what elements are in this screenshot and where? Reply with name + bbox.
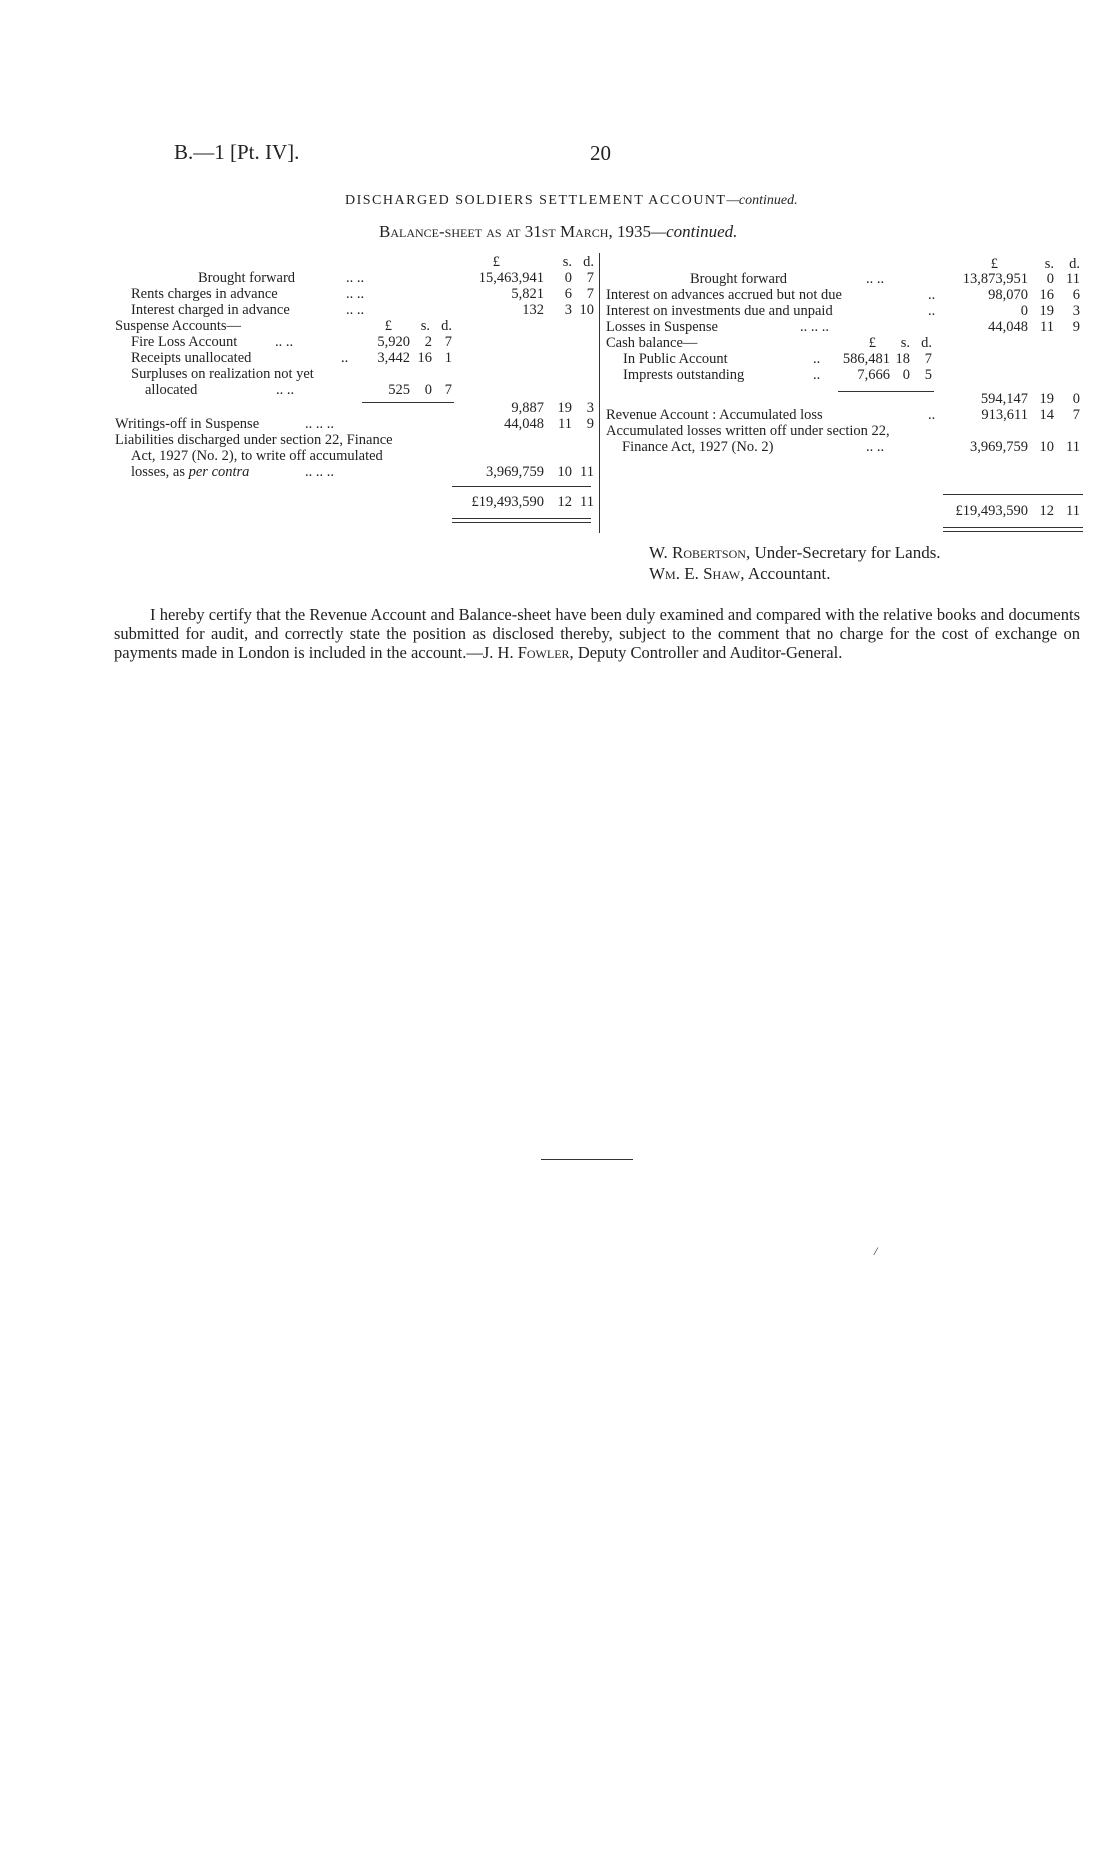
interest-investments-dots: .. — [928, 303, 936, 319]
cash-total-pounds: 594,147 — [980, 391, 1028, 407]
revenue-account-label: Revenue Account : Accumulated loss — [606, 407, 823, 423]
right-head-shillings: s. — [1044, 256, 1054, 272]
rents-pounds: 5,821 — [511, 286, 544, 302]
interest-investments-shillings: 19 — [1039, 303, 1054, 319]
right-brought-forward-shillings: 0 — [1046, 271, 1054, 287]
revenue-account-pence: 7 — [1072, 407, 1080, 423]
liabilities-discharged-line3-text: losses, as — [131, 464, 189, 480]
writings-off-pounds: 44,048 — [504, 416, 544, 432]
accumulated-losses-line2: Finance Act, 1927 (No. 2) — [622, 439, 774, 455]
public-account-pence: 7 — [924, 351, 932, 367]
right-total-pence: 11 — [1066, 503, 1080, 519]
auditor-role: Deputy Controller and Auditor-General. — [573, 643, 843, 662]
public-account-shillings: 18 — [895, 351, 910, 367]
receipts-unallocated-dots: .. — [341, 350, 349, 366]
auditor-name: Fowler, — [517, 643, 574, 662]
interest-advances-shillings: 16 — [1039, 287, 1054, 303]
losses-suspense-label: Losses in Suspense — [606, 319, 718, 335]
left-brought-forward-shillings: 0 — [564, 270, 572, 286]
interest-charged-shillings: 3 — [564, 302, 572, 318]
right-total-rule-top — [943, 494, 1083, 495]
interest-advances-label: Interest on advances accrued but not due — [606, 287, 842, 303]
writings-off-label: Writings-off in Suspense — [115, 416, 260, 432]
left-head-shillings: s. — [562, 254, 572, 270]
liabilities-discharged-line3 — [131, 464, 249, 480]
losses-suspense-pence: 9 — [1072, 319, 1080, 335]
left-total-pounds: £19,493,590 — [471, 494, 544, 510]
stray-mark: / — [874, 1244, 878, 1258]
suspense-total-pounds: 9,887 — [511, 400, 544, 416]
losses-suspense-dots: .. .. .. — [800, 319, 829, 335]
audit-certificate-text: I hereby certify that the Revenue Account and Balance-sheet have been duly examined and compared with the relative books and documents submitted for audit, and correctly state the position as disclosed thereby, subject to the comment that no charge for the cost of exchange on payments made in London is included in the account.—J. H. — [114, 605, 1080, 662]
balance-sheet-title-main: Balance-sheet as at 31st March, 1935 — [379, 222, 651, 241]
surpluses-pounds: 525 — [388, 382, 410, 398]
public-account-pounds: 586,481 — [842, 351, 890, 367]
left-total-pence: 11 — [580, 494, 594, 510]
fire-loss-dots: .. .. — [275, 334, 294, 350]
fire-loss-shillings: 2 — [424, 334, 432, 350]
losses-suspense-pounds: 44,048 — [988, 319, 1028, 335]
interest-investments-pounds: 0 — [1020, 303, 1028, 319]
right-head-pounds: £ — [990, 256, 998, 272]
imprests-label: Imprests outstanding — [623, 367, 745, 383]
interest-advances-dots: .. — [928, 287, 936, 303]
interest-charged-pence: 10 — [579, 302, 594, 318]
interest-advances-pence: 6 — [1072, 287, 1080, 303]
surpluses-pence: 7 — [444, 382, 452, 398]
imprests-shillings: 0 — [902, 367, 910, 383]
left-total-rule-top — [452, 486, 591, 487]
document-reference: B.—1 [Pt. IV]. — [174, 140, 300, 164]
balance-sheet-title-suffix: —continued. — [650, 222, 738, 241]
cash-head-pence: d. — [921, 335, 932, 351]
left-head-pence: d. — [583, 254, 594, 270]
right-brought-forward-pence: 11 — [1066, 271, 1080, 287]
interest-charged-label: Interest charged in advance — [131, 302, 290, 318]
liabilities-discharged-pence: 11 — [580, 464, 594, 480]
cash-subtotal-rule — [838, 391, 934, 392]
left-total-rule-bottom-2 — [452, 522, 591, 523]
fire-loss-pence: 7 — [444, 334, 452, 350]
audit-certificate — [114, 605, 1080, 662]
left-total-shillings: 12 — [557, 494, 572, 510]
left-head-pounds: £ — [492, 254, 500, 270]
left-brought-forward-pounds: 15,463,941 — [478, 270, 544, 286]
closing-rule — [541, 1159, 633, 1160]
liabilities-discharged-dots: .. .. .. — [305, 464, 334, 480]
column-divider — [599, 253, 600, 533]
cash-head-shillings: s. — [900, 335, 910, 351]
rents-pence: 7 — [586, 286, 594, 302]
suspense-total-shillings: 19 — [557, 400, 572, 416]
right-brought-forward-dots: .. .. — [866, 271, 885, 287]
public-account-label: In Public Account — [623, 351, 728, 367]
interest-charged-pounds: 132 — [522, 302, 544, 318]
revenue-account-pounds: 913,611 — [981, 407, 1028, 423]
accumulated-losses-line1: Accumulated losses written off under section 22, — [606, 423, 890, 439]
suspense-head-pounds: £ — [384, 318, 392, 334]
interest-investments-label: Interest on investments due and unpaid — [606, 303, 833, 319]
left-brought-forward-dots: .. .. — [346, 270, 365, 286]
balance-sheet-title — [379, 222, 737, 242]
imprests-pounds: 7,666 — [857, 367, 890, 383]
receipts-unallocated-pence: 1 — [444, 350, 452, 366]
interest-charged-dots: .. .. — [346, 302, 365, 318]
rents-shillings: 6 — [564, 286, 572, 302]
accumulated-losses-dots: .. .. — [866, 439, 885, 455]
liabilities-discharged-line1: Liabilities discharged under section 22, Finance — [115, 432, 393, 448]
cash-total-pence: 0 — [1072, 391, 1080, 407]
public-account-dots: .. — [813, 351, 821, 367]
accountant-role: Accountant. — [747, 564, 831, 583]
liabilities-discharged-shillings: 10 — [557, 464, 572, 480]
liabilities-discharged-line2: Act, 1927 (No. 2), to write off accumulated — [131, 448, 383, 464]
left-brought-forward-label: Brought forward — [198, 270, 296, 286]
accumulated-losses-pounds: 3,969,759 — [970, 439, 1028, 455]
fire-loss-pounds: 5,920 — [377, 334, 410, 350]
surpluses-label-line2: allocated — [145, 382, 198, 398]
liabilities-discharged-pounds: 3,969,759 — [486, 464, 544, 480]
right-brought-forward-label: Brought forward — [690, 271, 788, 287]
suspense-total-pence: 3 — [586, 400, 594, 416]
surpluses-label-line1: Surpluses on realization not yet — [131, 366, 314, 382]
rents-dots: .. .. — [346, 286, 365, 302]
revenue-account-shillings: 14 — [1039, 407, 1054, 423]
revenue-account-dots: .. — [928, 407, 936, 423]
account-title — [345, 193, 798, 209]
under-secretary-name: W. Robertson, — [649, 543, 751, 562]
cash-balance-heading: Cash balance— — [606, 335, 698, 351]
losses-suspense-shillings: 11 — [1040, 319, 1054, 335]
cash-total-shillings: 19 — [1039, 391, 1054, 407]
writings-off-shillings: 11 — [558, 416, 572, 432]
cash-head-pounds: £ — [868, 335, 876, 351]
accountant-name: Wm. E. Shaw, — [649, 564, 745, 583]
interest-investments-pence: 3 — [1072, 303, 1080, 319]
right-total-shillings: 12 — [1039, 503, 1054, 519]
page-number: 20 — [590, 141, 611, 165]
writings-off-pence: 9 — [586, 416, 594, 432]
receipts-unallocated-pounds: 3,442 — [377, 350, 410, 366]
surpluses-shillings: 0 — [424, 382, 432, 398]
writings-off-dots: .. .. .. — [305, 416, 334, 432]
right-total-rule-bottom-2 — [943, 531, 1083, 532]
right-brought-forward-pounds: 13,873,951 — [962, 271, 1028, 287]
under-secretary-role: Under-Secretary for Lands. — [754, 543, 941, 562]
accumulated-losses-pence: 11 — [1066, 439, 1080, 455]
receipts-unallocated-shillings: 16 — [417, 350, 432, 366]
left-total-rule-bottom-1 — [452, 518, 591, 519]
suspense-head-shillings: s. — [420, 318, 430, 334]
signature-accountant — [649, 564, 830, 584]
surpluses-dots: .. .. — [276, 382, 295, 398]
account-title-main: DISCHARGED SOLDIERS SETTLEMENT ACCOUNT — [345, 193, 727, 208]
account-title-suffix: —continued. — [726, 193, 798, 208]
imprests-pence: 5 — [924, 367, 932, 383]
per-contra-text: per contra — [188, 464, 250, 480]
suspense-accounts-heading: Suspense Accounts— — [115, 318, 242, 334]
right-total-pounds: £19,493,590 — [955, 503, 1028, 519]
right-total-rule-bottom-1 — [943, 527, 1083, 528]
imprests-dots: .. — [813, 367, 821, 383]
right-head-pence: d. — [1069, 256, 1080, 272]
signature-under-secretary — [649, 543, 941, 563]
accumulated-losses-shillings: 10 — [1039, 439, 1054, 455]
receipts-unallocated-label: Receipts unallocated — [131, 350, 252, 366]
suspense-head-pence: d. — [441, 318, 452, 334]
rents-label: Rents charges in advance — [131, 286, 278, 302]
fire-loss-label: Fire Loss Account — [131, 334, 238, 350]
left-brought-forward-pence: 7 — [586, 270, 594, 286]
interest-advances-pounds: 98,070 — [988, 287, 1028, 303]
